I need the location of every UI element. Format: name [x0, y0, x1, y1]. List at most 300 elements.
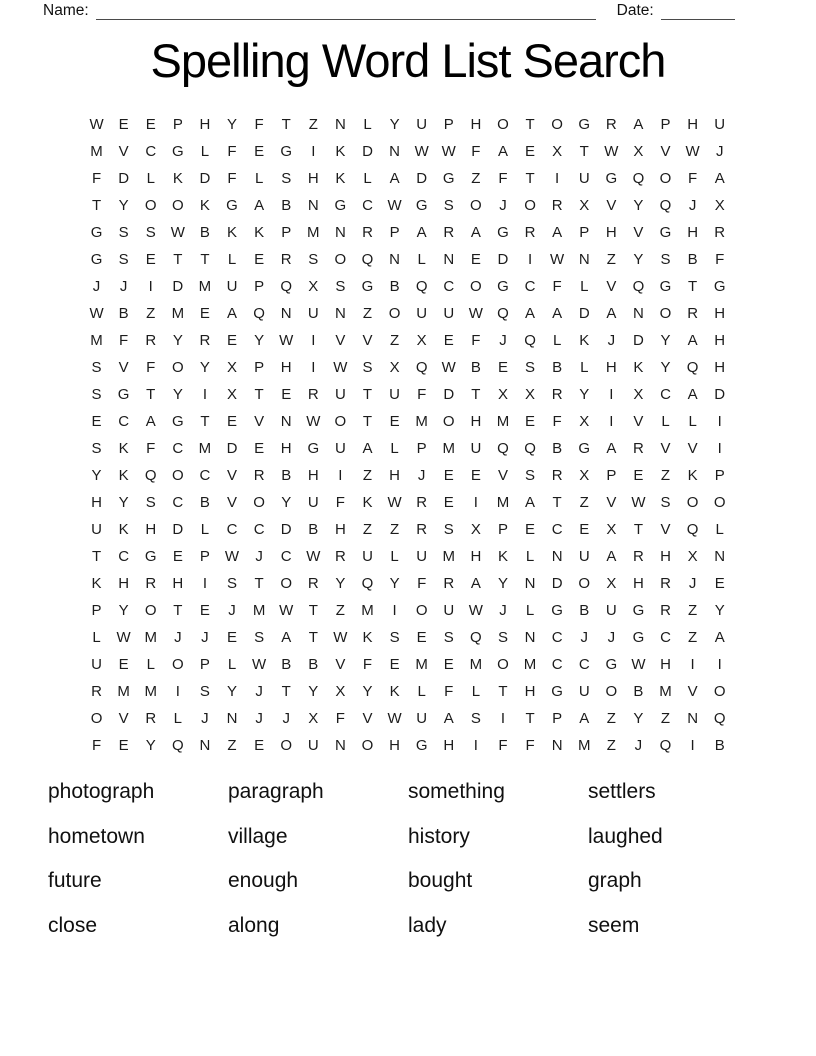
grid-letter: P [660, 116, 671, 133]
grid-letter: E [443, 467, 454, 484]
grid-letter: V [687, 440, 698, 457]
grid-letter: X [227, 359, 238, 376]
grid-letter: A [145, 413, 156, 430]
grid-letter: N [334, 116, 346, 133]
grid-letter: A [579, 710, 590, 727]
grid-letter: R [91, 683, 102, 700]
grid-letter: L [92, 629, 101, 646]
grid-letter: V [362, 710, 373, 727]
grid-letter: H [605, 224, 617, 241]
grid-letter: F [91, 737, 102, 754]
grid-letter: E [227, 332, 238, 349]
grid-letter: I [148, 278, 153, 295]
grid-letter: E [172, 548, 183, 565]
grid-letter: V [254, 413, 265, 430]
grid-letter: Z [227, 737, 237, 754]
grid-letter: E [199, 305, 210, 322]
grid-letter: W [387, 197, 402, 214]
grid-letter: H [687, 224, 699, 241]
grid-letter: Q [713, 710, 726, 727]
grid-letter: Z [471, 170, 481, 187]
grid-letter: V [633, 224, 644, 241]
grid-letter: R [145, 710, 157, 727]
grid-letter: W [631, 656, 646, 673]
grid-letter: R [253, 467, 265, 484]
grid-letter: D [226, 440, 238, 457]
grid-letter: G [117, 386, 130, 403]
grid-letter: Q [497, 440, 509, 457]
grid-letter: G [361, 278, 374, 295]
grid-letter: T [633, 521, 643, 538]
grid-letter: F [498, 170, 508, 187]
grid-letter: I [609, 413, 614, 430]
word-list-item: something [408, 780, 505, 803]
grid-letter: G [307, 440, 320, 457]
grid-letter: A [687, 386, 698, 403]
grid-letter: A [552, 305, 563, 322]
grid-letter: H [389, 737, 400, 754]
grid-letter: B [552, 440, 563, 457]
grid-letter: J [499, 602, 507, 619]
word-list-item: seem [588, 913, 640, 937]
grid-letter: Z [389, 332, 400, 349]
grid-letter: Z [362, 521, 373, 538]
grid-letter: C [145, 143, 157, 160]
grid-letter: G [713, 278, 726, 295]
word-list-item: future [48, 869, 102, 893]
grid-letter: E [145, 116, 156, 133]
grid-letter: S [660, 494, 671, 511]
grid-letter: R [145, 332, 157, 349]
page-title: Spelling Word List Search [150, 34, 666, 87]
grid-letter: L [146, 170, 155, 187]
grid-letter: G [171, 413, 184, 430]
grid-letter: S [362, 359, 373, 376]
grid-letter: R [524, 224, 536, 241]
grid-letter: K [633, 359, 644, 376]
grid-letter: B [199, 494, 210, 511]
grid-letter: M [496, 413, 510, 430]
grid-letter: Y [281, 494, 292, 511]
grid-letter: Y [91, 467, 102, 484]
word-list-item: laughed [588, 824, 663, 848]
grid-letter: O [361, 737, 374, 754]
date-label: Date: [616, 2, 654, 19]
grid-letter: S [308, 251, 319, 268]
grid-letter: V [687, 683, 698, 700]
grid-letter: J [499, 197, 507, 214]
grid-letter: M [361, 602, 374, 619]
grid-letter: X [687, 548, 698, 565]
grid-letter: O [551, 116, 563, 133]
grid-letter: U [605, 602, 617, 619]
grid-letter: U [416, 548, 428, 565]
grid-letter: N [334, 737, 346, 754]
grid-letter: J [282, 710, 290, 727]
grid-letter: H [91, 494, 102, 511]
grid-letter: N [334, 224, 346, 241]
grid-letter: D [497, 251, 509, 268]
grid-letter: S [443, 197, 454, 214]
grid-letter: O [171, 359, 184, 376]
grid-letter: N [226, 710, 238, 727]
grid-letter: C [280, 548, 292, 565]
grid-letter: Q [361, 251, 374, 268]
grid-letter: U [416, 116, 428, 133]
grid-letter: A [254, 197, 265, 214]
grid-letter: T [552, 494, 562, 511]
grid-letter: T [281, 683, 291, 700]
grid-letter: N [524, 629, 536, 646]
grid-letter: X [606, 575, 617, 592]
grid-letter: B [714, 737, 725, 754]
grid-letter: U [578, 548, 590, 565]
grid-letter: W [333, 629, 348, 646]
grid-letter: M [307, 224, 320, 241]
grid-letter: O [524, 197, 536, 214]
grid-letter: K [172, 170, 183, 187]
grid-letter: J [92, 278, 101, 295]
grid-letter: A [606, 305, 617, 322]
grid-letter: R [633, 440, 644, 457]
grid-letter: K [91, 575, 102, 592]
grid-letter: G [551, 683, 563, 700]
grid-letter: O [442, 413, 455, 430]
grid-letter: Y [199, 359, 210, 376]
grid-letter: S [470, 710, 481, 727]
grid-letter: O [144, 197, 157, 214]
grid-letter: Q [280, 278, 293, 295]
grid-letter: W [224, 548, 240, 565]
grid-letter: R [334, 548, 346, 565]
grid-letter: W [279, 332, 294, 349]
grid-letter: H [714, 332, 726, 349]
grid-letter: I [690, 737, 695, 754]
grid-letter: X [497, 386, 508, 403]
grid-letter: Y [497, 575, 508, 592]
grid-letter: Y [579, 386, 590, 403]
grid-letter: O [605, 683, 618, 700]
grid-letter: G [415, 197, 428, 214]
grid-letter: R [145, 575, 157, 592]
grid-letter: H [118, 575, 130, 592]
grid-letter: U [307, 305, 319, 322]
grid-letter: K [579, 332, 590, 349]
grid-letter: H [687, 116, 699, 133]
grid-letter: E [254, 440, 265, 457]
grid-letter: H [660, 656, 671, 673]
grid-letter: D [551, 575, 563, 592]
grid-letter: B [308, 521, 319, 538]
grid-letter: M [496, 494, 510, 511]
grid-letter: D [362, 143, 373, 160]
grid-letter: Z [579, 494, 589, 511]
grid-letter: D [172, 278, 184, 295]
grid-letter: H [714, 305, 726, 322]
word-list-item: graph [588, 869, 642, 893]
grid-letter: T [362, 386, 373, 403]
grid-letter: B [118, 305, 129, 322]
grid-letter: T [146, 386, 156, 403]
grid-letter: A [606, 440, 617, 457]
grid-letter: D [416, 170, 428, 187]
grid-letter: N [551, 737, 563, 754]
grid-letter: U [334, 386, 346, 403]
grid-letter: T [91, 197, 102, 214]
grid-letter: D [578, 305, 590, 322]
grid-letter: Y [145, 737, 156, 754]
grid-letter: L [715, 521, 724, 538]
grid-letter: V [660, 440, 671, 457]
grid-letter: E [145, 251, 156, 268]
grid-letter: N [633, 305, 644, 322]
grid-letter: O [171, 197, 184, 214]
grid-letter: H [470, 116, 482, 133]
grid-letter: J [255, 683, 263, 700]
grid-letter: H [145, 521, 157, 538]
grid-letter: Y [362, 683, 373, 700]
grid-letter: W [279, 602, 294, 619]
grid-letter: R [280, 251, 292, 268]
grid-letter: N [443, 251, 455, 268]
grid-letter: L [390, 548, 399, 565]
word-list-item: lady [408, 913, 447, 937]
grid-letter: W [441, 359, 456, 376]
grid-letter: J [119, 278, 128, 295]
grid-letter: Z [606, 737, 616, 754]
word-list-item: hometown [48, 824, 145, 848]
grid-letter: F [715, 251, 725, 268]
grid-letter: V [335, 332, 346, 349]
grid-letter: P [281, 224, 292, 241]
grid-letter: S [525, 467, 536, 484]
grid-letter: P [416, 440, 427, 457]
grid-letter: A [525, 494, 536, 511]
grid-letter: D [633, 332, 644, 349]
grid-letter: I [717, 656, 722, 673]
grid-letter: E [227, 413, 238, 430]
grid-letter: D [118, 170, 130, 187]
grid-letter: J [688, 197, 697, 214]
grid-letter: Q [632, 170, 645, 187]
grid-letter: W [333, 359, 348, 376]
grid-letter: Q [632, 278, 645, 295]
grid-letter: P [199, 548, 210, 565]
grid-letter: D [714, 386, 726, 403]
grid-letter: D [443, 386, 455, 403]
grid-letter: W [604, 143, 619, 160]
grid-letter: N [280, 305, 292, 322]
grid-letter: Q [524, 440, 536, 457]
grid-letter: A [281, 629, 292, 646]
grid-letter: S [389, 629, 400, 646]
grid-letter: U [389, 386, 400, 403]
grid-letter: J [255, 548, 263, 565]
grid-letter: H [660, 548, 671, 565]
grid-letter: D [199, 170, 211, 187]
grid-letter: Q [415, 278, 428, 295]
grid-letter: O [415, 602, 428, 619]
grid-letter: V [118, 710, 129, 727]
grid-letter: Z [688, 629, 698, 646]
grid-letter: R [660, 602, 671, 619]
grid-letter: B [281, 656, 292, 673]
grid-letter: G [280, 143, 293, 160]
grid-letter: T [308, 629, 318, 646]
grid-letter: S [91, 359, 102, 376]
grid-letter: E [389, 413, 400, 430]
grid-letter: E [118, 737, 129, 754]
grid-letter: U [226, 278, 238, 295]
grid-letter: L [580, 359, 589, 376]
grid-letter: A [362, 440, 373, 457]
grid-letter: P [443, 116, 454, 133]
grid-letter: P [497, 521, 508, 538]
grid-letter: H [605, 359, 617, 376]
grid-letter: E [227, 629, 238, 646]
grid-letter: R [443, 575, 455, 592]
grid-letter: S [118, 224, 129, 241]
grid-letter: A [606, 548, 617, 565]
grid-letter: O [470, 278, 482, 295]
grid-letter: X [308, 278, 319, 295]
grid-letter: O [713, 683, 726, 700]
grid-letter: E [254, 251, 265, 268]
grid-letter: S [254, 629, 265, 646]
grid-letter: K [362, 494, 373, 511]
grid-letter: C [660, 386, 671, 403]
grid-letter: T [281, 116, 291, 133]
grid-letter: S [91, 440, 102, 457]
grid-letter: M [198, 278, 212, 295]
grid-letter: U [714, 116, 726, 133]
word-list [48, 779, 768, 957]
grid-letter: G [551, 602, 563, 619]
grid-letter: U [443, 602, 455, 619]
grid-letter: W [631, 494, 646, 511]
grid-letter: B [633, 683, 644, 700]
grid-letter: Y [308, 683, 319, 700]
grid-letter: B [552, 359, 563, 376]
grid-letter: E [254, 143, 265, 160]
grid-letter: M [171, 305, 185, 322]
grid-letter: J [499, 332, 507, 349]
grid-letter: K [118, 440, 129, 457]
grid-letter: B [281, 467, 292, 484]
grid-letter: K [118, 467, 129, 484]
grid-letter: Y [227, 116, 238, 133]
grid-letter: T [308, 602, 318, 619]
grid-letter: A [470, 575, 481, 592]
grid-letter: E [714, 575, 725, 592]
grid-letter: B [579, 602, 590, 619]
grid-letter: R [307, 575, 319, 592]
grid-letter: L [471, 683, 481, 700]
grid-letter: W [89, 305, 104, 322]
grid-letter: X [633, 143, 644, 160]
grid-letter: X [579, 197, 590, 214]
grid-letter: M [198, 440, 212, 457]
name-date-header [43, 1, 747, 20]
grid-letter: S [227, 575, 238, 592]
grid-letter: C [118, 413, 130, 430]
grid-letter: M [523, 656, 537, 673]
grid-letter: N [334, 305, 346, 322]
grid-letter: Y [633, 251, 644, 268]
grid-letter: Q [470, 629, 482, 646]
word-list-item: history [408, 824, 470, 848]
grid-letter: W [387, 494, 402, 511]
grid-letter: G [90, 224, 103, 241]
grid-letter: M [577, 737, 591, 754]
grid-letter: F [335, 494, 345, 511]
grid-letter: H [633, 575, 644, 592]
grid-letter: C [551, 656, 563, 673]
grid-letter: A [552, 224, 563, 241]
grid-letter: F [146, 359, 156, 376]
grid-letter: S [443, 629, 454, 646]
grid-letter: G [334, 197, 347, 214]
grid-letter: A [497, 143, 508, 160]
grid-letter: H [280, 440, 292, 457]
grid-letter: H [524, 683, 536, 700]
grid-letter: X [552, 143, 563, 160]
grid-letter: J [580, 629, 588, 646]
grid-letter: P [579, 224, 590, 241]
grid-letter: L [525, 602, 535, 619]
grid-letter: F [119, 332, 129, 349]
grid-letter: I [202, 575, 207, 592]
grid-letter: X [227, 386, 238, 403]
grid-letter: T [498, 683, 508, 700]
grid-letter: A [227, 305, 238, 322]
grid-letter: K [227, 224, 238, 241]
grid-letter: H [470, 413, 482, 430]
grid-letter: X [416, 332, 427, 349]
grid-letter: W [306, 413, 321, 430]
grid-letter: S [91, 386, 102, 403]
grid-letter: T [200, 413, 210, 430]
grid-letter: V [497, 467, 508, 484]
grid-letter: J [201, 629, 209, 646]
grid-letter: F [417, 575, 427, 592]
grid-letter: T [688, 278, 698, 295]
grid-letter: N [199, 737, 211, 754]
grid-letter: X [389, 359, 400, 376]
grid-letter: X [335, 683, 346, 700]
grid-letter: E [443, 494, 454, 511]
grid-letter: T [362, 413, 373, 430]
grid-letter: N [551, 548, 563, 565]
grid-letter: I [609, 386, 614, 403]
grid-letter: L [417, 251, 426, 268]
grid-letter: Z [688, 602, 698, 619]
grid-letter: Y [633, 710, 644, 727]
grid-letter: M [415, 656, 428, 673]
grid-letter: F [227, 143, 237, 160]
grid-letter: Y [227, 683, 238, 700]
grid-letter: E [470, 467, 481, 484]
grid-letter: A [416, 224, 427, 241]
grid-letter: H [307, 170, 319, 187]
grid-letter: F [552, 278, 562, 295]
grid-letter: E [281, 386, 292, 403]
grid-letter: Y [335, 575, 346, 592]
grid-letter: G [632, 602, 645, 619]
grid-letter: L [688, 413, 697, 430]
grid-letter: E [254, 737, 265, 754]
grid-letter: L [552, 332, 562, 349]
